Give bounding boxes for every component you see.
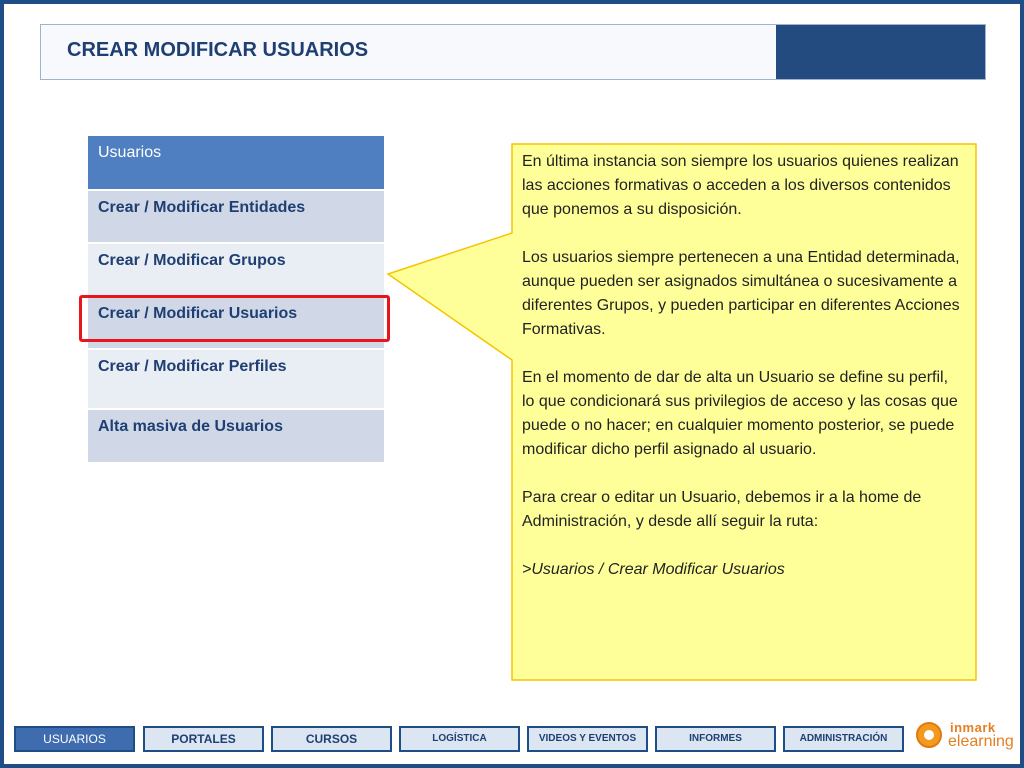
menu-item-grupos[interactable]: Crear / Modificar Grupos [88, 244, 384, 297]
menu-header-usuarios[interactable]: Usuarios [88, 136, 384, 191]
callout-route: >Usuarios / Crear Modificar Usuarios [522, 561, 785, 578]
nav-administracion-button[interactable]: ADMINISTRACIÓN [783, 726, 904, 752]
callout-text [522, 150, 962, 606]
nav-informes-button[interactable]: INFORMES [655, 726, 776, 752]
nav-cursos-button[interactable]: CURSOS [271, 726, 392, 752]
menu-item-alta-masiva[interactable]: Alta masiva de Usuarios [88, 410, 384, 464]
menu-item-entidades[interactable]: Crear / Modificar Entidades [88, 191, 384, 244]
callout-paragraph-2: Los usuarios siempre pertenecen a una Entidad determinada, aunque pueden ser asignados simultánea o sucesivamente a diferentes Grupos, y pueden participar en diferentes Acciones Formativas. [522, 249, 960, 338]
menu-item-usuarios[interactable]: Crear / Modificar Usuarios [88, 297, 384, 350]
logo-mark-icon [916, 722, 942, 748]
logo-line-1: inmark [950, 720, 996, 735]
callout-paragraph-1: En última instancia son siempre los usuarios quienes realizan las acciones formativas o acceden a los diversos contenidos que ponemos a su disposición. [522, 153, 959, 218]
menu-item-perfiles[interactable]: Crear / Modificar Perfiles [88, 350, 384, 410]
inmark-logo [916, 718, 1016, 758]
nav-usuarios-button[interactable]: USUARIOS [14, 726, 135, 752]
nav-logistica-button[interactable]: LOGÍSTICA [399, 726, 520, 752]
callout-paragraph-4: Para crear o editar un Usuario, debemos ir a la home de Administración, y desde allí seguir la ruta: [522, 489, 922, 530]
nav-portales-button[interactable]: PORTALES [143, 726, 264, 752]
callout-paragraph-3: En el momento de dar de alta un Usuario se define su perfil, lo que condicionará sus privilegios de acceso y las cosas que puede o no hacer; en cualquier momento posterior, se puede modificar dicho perfil asignado al usuario. [522, 369, 958, 458]
nav-videos-eventos-button[interactable]: VIDEOS Y EVENTOS [527, 726, 648, 752]
page-title: CREAR MODIFICAR USUARIOS [67, 39, 369, 61]
logo-line-2: elearning [948, 733, 1014, 750]
